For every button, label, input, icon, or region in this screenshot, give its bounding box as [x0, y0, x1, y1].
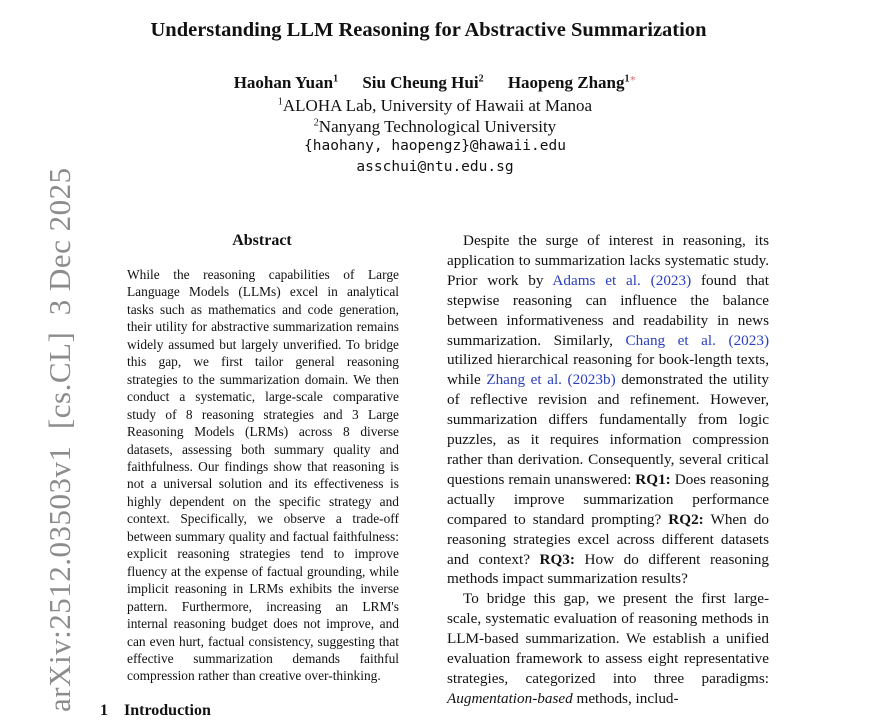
section-number: 1: [100, 702, 108, 719]
email-2: asschui@ntu.edu.sg: [356, 159, 514, 175]
cite-author: Zhang et al.: [486, 371, 562, 389]
author-2: [362, 73, 483, 92]
text-run: methods, includ-: [572, 689, 679, 707]
author-affil-mark: 2: [478, 73, 484, 85]
research-question-label: RQ2:: [668, 510, 704, 528]
affil-mark: 2: [313, 117, 319, 129]
text-run: found that stepwise reasoning can influence the balance between informativeness and readability in news summarization. Similarly,: [447, 271, 770, 349]
abstract-heading: Abstract: [232, 232, 292, 249]
text-run: Does reasoning actually improve summarization performance compared to standard prompting?: [447, 470, 769, 528]
author-name: Siu Cheung Hui: [362, 73, 479, 92]
text-run: To bridge this gap, we present the first large-scale, systematic evaluation of reasoning methods in LLM-based summarization. We establish a unified evaluation framework to assess eight representative strategies, categorized into three paradigms:: [447, 590, 769, 687]
right-column: [447, 231, 769, 709]
citation-adams[interactable]: Adams et al. (2023): [552, 271, 692, 289]
paragraph: [447, 589, 769, 708]
affil-text: Nanyang Technological University: [318, 117, 557, 136]
email-1: {haohany, haopengz}@hawaii.edu: [304, 138, 566, 154]
author-name: Haohan Yuan: [233, 73, 334, 92]
research-question-label: RQ3:: [539, 550, 575, 568]
author-1: [234, 73, 338, 92]
text-run: demonstrated the utility of reflective revision and refinement. However, summarization differs fundamentally from logic puzzles, as it requires information compression rather than derivation. Consequently, several critical questions remain unanswered:: [447, 371, 769, 488]
arxiv-stamp: arXiv:2512.03503v1 [cs.CL] 3 Dec 2025: [42, 167, 77, 712]
paper-title: Understanding LLM Reasoning for Abstractive Summarization: [150, 19, 707, 41]
citation-zhang[interactable]: Zhang et al. (2023b): [486, 371, 616, 389]
author-list: [0, 73, 870, 93]
intro-heading: [100, 702, 211, 720]
corresponding-mark: ∗: [629, 73, 637, 85]
cite-year: 2023: [733, 331, 764, 349]
cite-year: 2023: [655, 271, 687, 289]
author-name: Haopeng Zhang: [507, 73, 625, 92]
author-affil-mark: 1: [624, 73, 630, 85]
paragraph: [447, 231, 769, 589]
research-question-label: RQ1:: [635, 470, 671, 488]
author-3: [508, 73, 636, 92]
text-run: Despite the surge of interest in reasoning, its application to summarization lacks systematic study. Prior work by: [447, 232, 769, 289]
section-title: Introduction: [124, 702, 211, 719]
emphasis: Augmentation-based: [447, 689, 573, 707]
abstract-body: While the reasoning capabilities of Large Language Models (LLMs) excel in analytical tasks such as mathematics and code generation, their utility for abstractive summarization remains widely assumed but largely unverified. To bridge this gap, we first tailor general reasoning strategies to the summarization domain. We then conduct a systematic, large-scale comparative study of 8 reasoning strategies and 3 Large Reasoning Models (LRMs) across 8 diverse datasets, assessing both summary quality and faithfulness. Our findings show that reasoning is not a universal solution and its effectiveness is highly dependent on the specific strategy and context. Specifically, we observe a trade-off between summary quality and factual faithfulness: explicit reasoning strategies tend to improve fluency at the expense of factual grounding, while implicit reasoning in LRMs exhibits the inverse pattern. Furthermore, increasing an LRM's internal reasoning budget does not improve, and can even hurt, factual consistency, suggesting that effective summarization demands faithful compression rather than creative over-thinking.: [127, 267, 399, 684]
affil-text: ALOHA Lab, University of Hawaii at Manoa: [282, 96, 593, 115]
text-run: How do different reasoning methods impact summarization results?: [447, 550, 769, 588]
cite-author: Chang et al.: [625, 331, 716, 349]
cite-author: Adams et al.: [552, 271, 641, 289]
affiliation-1: [0, 96, 870, 116]
affiliation-2: [0, 117, 870, 137]
author-affil-mark: 1: [333, 73, 339, 85]
cite-year: 2023b: [572, 371, 611, 389]
text-run: When do reasoning strategies excel across different datasets and context?: [447, 510, 769, 568]
text-run: utilized hierarchical reasoning for book-length texts, while: [447, 351, 769, 389]
affil-mark: 1: [277, 96, 283, 108]
citation-chang[interactable]: Chang et al. (2023): [625, 331, 769, 349]
